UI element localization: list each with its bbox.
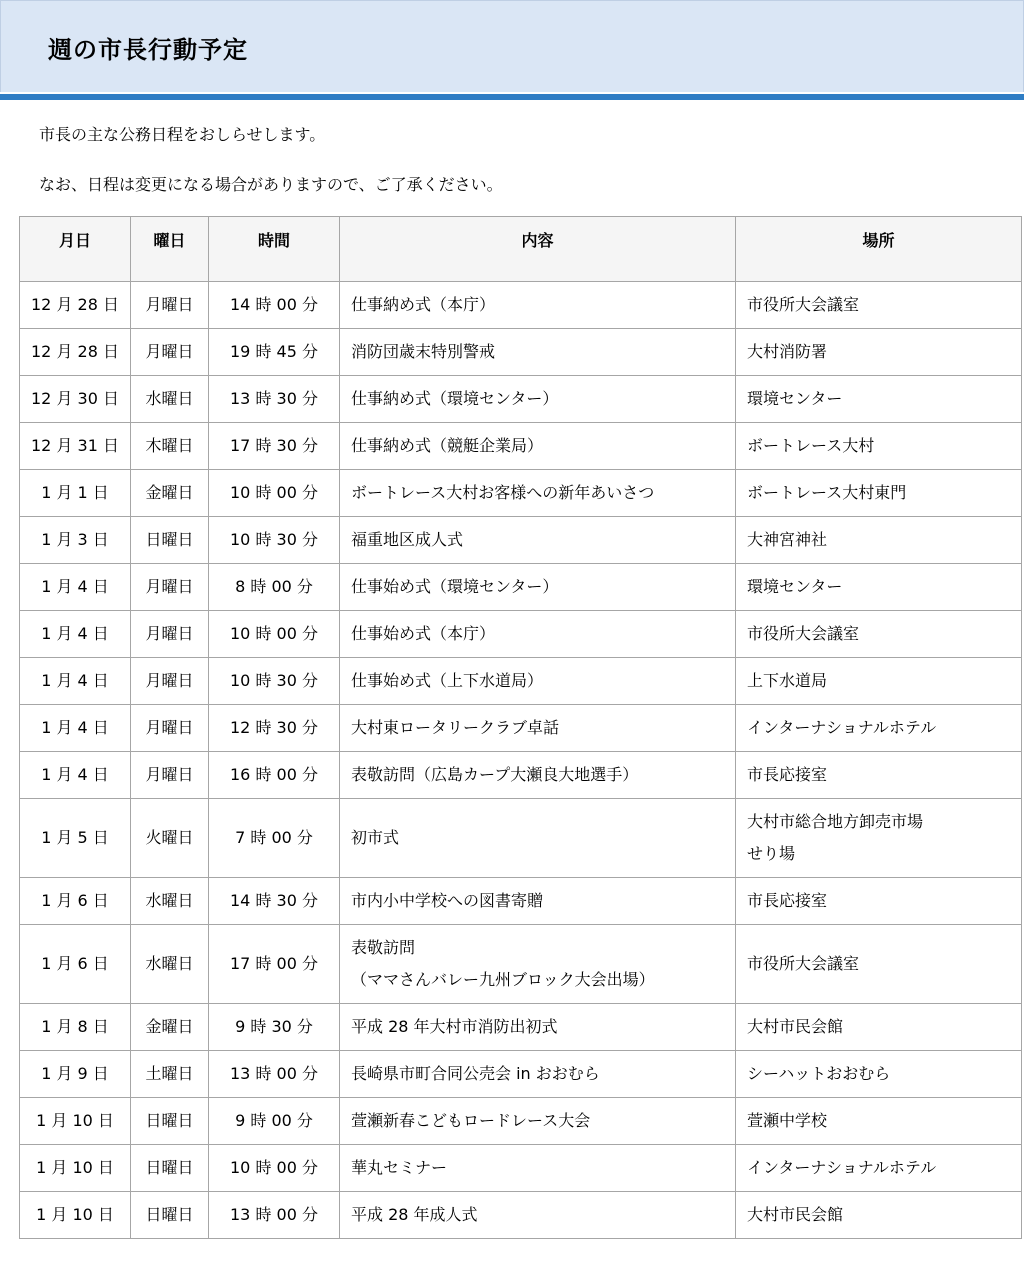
cell-place xyxy=(736,1098,1022,1145)
cell-place xyxy=(736,1004,1022,1051)
cell-date: 12 月 28 日 xyxy=(20,329,131,376)
cell-place-line: 市役所大会議室 xyxy=(747,624,860,643)
cell-place xyxy=(736,282,1022,329)
cell-content-line: 平成 28 年成人式 xyxy=(351,1205,478,1224)
cell-content xyxy=(340,1004,736,1051)
cell-time: 9 時 30 分 xyxy=(209,1004,340,1051)
cell-place-line: 上下水道局 xyxy=(747,671,828,690)
cell-date: 1 月 5 日 xyxy=(20,799,131,878)
cell-content xyxy=(340,376,736,423)
cell-day: 月曜日 xyxy=(131,658,209,705)
cell-date: 1 月 6 日 xyxy=(20,878,131,925)
table-row xyxy=(20,1145,1022,1192)
cell-place-line: シーハットおおむら xyxy=(747,1064,891,1083)
cell-place-line: 環境センター xyxy=(747,577,843,596)
cell-content xyxy=(340,282,736,329)
cell-place-line: 市役所大会議室 xyxy=(747,295,860,314)
cell-place xyxy=(736,564,1022,611)
cell-time: 13 時 00 分 xyxy=(209,1192,340,1239)
cell-place xyxy=(736,878,1022,925)
column-header-place: 場所 xyxy=(736,217,1022,282)
cell-content xyxy=(340,658,736,705)
cell-day: 月曜日 xyxy=(131,705,209,752)
cell-time: 16 時 00 分 xyxy=(209,752,340,799)
cell-content xyxy=(340,517,736,564)
column-header-date: 月日 xyxy=(20,217,131,282)
table-row xyxy=(20,925,1022,1004)
cell-day: 水曜日 xyxy=(131,925,209,1004)
cell-time: 17 時 00 分 xyxy=(209,925,340,1004)
table-row xyxy=(20,878,1022,925)
cell-place-line: インターナショナルホテル xyxy=(747,718,937,737)
cell-date: 12 月 31 日 xyxy=(20,423,131,470)
cell-content xyxy=(340,925,736,1004)
cell-content-line: 消防団歳末特別警戒 xyxy=(351,342,496,361)
cell-date: 1 月 6 日 xyxy=(20,925,131,1004)
cell-content-line: 仕事始め式（本庁） xyxy=(351,624,496,643)
cell-place-line: 環境センター xyxy=(747,389,843,408)
cell-date: 12 月 28 日 xyxy=(20,282,131,329)
cell-time: 10 時 30 分 xyxy=(209,517,340,564)
cell-place-line: 市長応接室 xyxy=(747,891,828,910)
cell-day: 日曜日 xyxy=(131,1145,209,1192)
cell-time: 13 時 00 分 xyxy=(209,1051,340,1098)
cell-time: 10 時 00 分 xyxy=(209,1145,340,1192)
cell-place-line: 大村市総合地方卸売市場 xyxy=(747,812,924,831)
table-row xyxy=(20,564,1022,611)
cell-day: 木曜日 xyxy=(131,423,209,470)
cell-time: 9 時 00 分 xyxy=(209,1098,340,1145)
table-row xyxy=(20,517,1022,564)
column-header-content: 内容 xyxy=(340,217,736,282)
cell-place xyxy=(736,705,1022,752)
cell-time: 19 時 45 分 xyxy=(209,329,340,376)
page-title: 週の市長行動予定 xyxy=(48,36,248,64)
cell-time: 13 時 30 分 xyxy=(209,376,340,423)
table-row xyxy=(20,1051,1022,1098)
cell-content xyxy=(340,1192,736,1239)
cell-content-line: 華丸セミナー xyxy=(351,1158,448,1177)
cell-place xyxy=(736,925,1022,1004)
cell-place-line: ボートレース大村東門 xyxy=(747,483,907,502)
cell-date: 1 月 4 日 xyxy=(20,658,131,705)
cell-place xyxy=(736,470,1022,517)
cell-place xyxy=(736,517,1022,564)
cell-time: 10 時 00 分 xyxy=(209,611,340,658)
cell-content-line: 仕事納め式（競艇企業局） xyxy=(351,436,544,455)
cell-day: 金曜日 xyxy=(131,470,209,517)
cell-place xyxy=(736,1192,1022,1239)
cell-content xyxy=(340,878,736,925)
schedule-table xyxy=(19,216,1022,1239)
cell-content-line: 市内小中学校への図書寄贈 xyxy=(351,891,544,910)
table-row xyxy=(20,1004,1022,1051)
cell-content xyxy=(340,705,736,752)
cell-place xyxy=(736,752,1022,799)
table-header-row xyxy=(20,217,1022,282)
cell-place-line: 大村消防署 xyxy=(747,342,828,361)
column-header-time: 時間 xyxy=(209,217,340,282)
page-header xyxy=(0,0,1024,92)
cell-date: 1 月 9 日 xyxy=(20,1051,131,1098)
cell-date: 1 月 8 日 xyxy=(20,1004,131,1051)
cell-place xyxy=(736,1145,1022,1192)
table-row xyxy=(20,423,1022,470)
cell-place-line: インターナショナルホテル xyxy=(747,1158,937,1177)
table-row xyxy=(20,611,1022,658)
table-row xyxy=(20,752,1022,799)
cell-place xyxy=(736,658,1022,705)
cell-day: 土曜日 xyxy=(131,1051,209,1098)
cell-time: 14 時 30 分 xyxy=(209,878,340,925)
cell-day: 水曜日 xyxy=(131,376,209,423)
cell-content xyxy=(340,329,736,376)
cell-day: 月曜日 xyxy=(131,752,209,799)
cell-time: 8 時 00 分 xyxy=(209,564,340,611)
cell-place-line: 大神宮神社 xyxy=(747,530,828,549)
cell-date: 1 月 4 日 xyxy=(20,705,131,752)
cell-content-line: 長崎県市町合同公売会 in おおむら xyxy=(351,1064,600,1083)
cell-date: 1 月 4 日 xyxy=(20,564,131,611)
cell-content xyxy=(340,423,736,470)
intro-text-2: なお、日程は変更になる場合がありますので、ご了承ください。 xyxy=(39,175,503,194)
cell-place-line: ボートレース大村 xyxy=(747,436,875,455)
cell-day: 火曜日 xyxy=(131,799,209,878)
cell-content-line: 仕事納め式（環境センター） xyxy=(351,389,559,408)
cell-day: 月曜日 xyxy=(131,282,209,329)
header-accent-bar xyxy=(0,94,1024,100)
cell-content-line: 初市式 xyxy=(351,828,400,847)
cell-date: 1 月 4 日 xyxy=(20,752,131,799)
table-row xyxy=(20,799,1022,878)
cell-place xyxy=(736,423,1022,470)
cell-content-line: 仕事始め式（環境センター） xyxy=(351,577,559,596)
cell-place-line: 市役所大会議室 xyxy=(747,954,860,973)
cell-date: 1 月 10 日 xyxy=(20,1192,131,1239)
cell-day: 日曜日 xyxy=(131,1192,209,1239)
cell-content-line: 萱瀬新春こどもロードレース大会 xyxy=(351,1111,591,1130)
schedule-table-body xyxy=(20,282,1022,1239)
cell-day: 日曜日 xyxy=(131,517,209,564)
cell-content xyxy=(340,1145,736,1192)
cell-place xyxy=(736,376,1022,423)
cell-content-line: （ママさんバレー九州ブロック大会出場） xyxy=(351,970,655,989)
cell-day: 月曜日 xyxy=(131,611,209,658)
intro-text-1: 市長の主な公務日程をおしらせします。 xyxy=(39,125,326,144)
cell-content xyxy=(340,752,736,799)
cell-time: 7 時 00 分 xyxy=(209,799,340,878)
cell-content-line: 表敬訪問（広島カープ大瀬良大地選手） xyxy=(351,765,639,784)
cell-day: 月曜日 xyxy=(131,564,209,611)
cell-content xyxy=(340,564,736,611)
cell-place-line: 大村市民会館 xyxy=(747,1017,844,1036)
cell-content-line: 大村東ロータリークラブ卓話 xyxy=(351,718,560,737)
cell-content xyxy=(340,470,736,517)
cell-day: 金曜日 xyxy=(131,1004,209,1051)
table-row xyxy=(20,376,1022,423)
cell-date: 12 月 30 日 xyxy=(20,376,131,423)
cell-place xyxy=(736,329,1022,376)
cell-date: 1 月 3 日 xyxy=(20,517,131,564)
cell-place xyxy=(736,611,1022,658)
cell-date: 1 月 1 日 xyxy=(20,470,131,517)
cell-content-line: 仕事始め式（上下水道局） xyxy=(351,671,544,690)
cell-content xyxy=(340,1051,736,1098)
cell-content xyxy=(340,611,736,658)
cell-place xyxy=(736,1051,1022,1098)
cell-place-line: せり場 xyxy=(747,844,796,863)
cell-day: 月曜日 xyxy=(131,329,209,376)
cell-place xyxy=(736,799,1022,878)
cell-date: 1 月 4 日 xyxy=(20,611,131,658)
table-row xyxy=(20,1192,1022,1239)
column-header-day: 曜日 xyxy=(131,217,209,282)
cell-content xyxy=(340,1098,736,1145)
cell-content-line: 表敬訪問 xyxy=(351,938,416,957)
cell-place-line: 大村市民会館 xyxy=(747,1205,844,1224)
table-row xyxy=(20,329,1022,376)
cell-time: 10 時 00 分 xyxy=(209,470,340,517)
table-row xyxy=(20,1098,1022,1145)
cell-content-line: 福重地区成人式 xyxy=(351,530,464,549)
cell-content-line: 仕事納め式（本庁） xyxy=(351,295,496,314)
table-row xyxy=(20,470,1022,517)
cell-date: 1 月 10 日 xyxy=(20,1098,131,1145)
table-row xyxy=(20,282,1022,329)
cell-time: 14 時 00 分 xyxy=(209,282,340,329)
table-row xyxy=(20,705,1022,752)
cell-time: 12 時 30 分 xyxy=(209,705,340,752)
table-row xyxy=(20,658,1022,705)
cell-time: 17 時 30 分 xyxy=(209,423,340,470)
cell-content xyxy=(340,799,736,878)
cell-content-line: ボートレース大村お客様への新年あいさつ xyxy=(351,483,655,502)
cell-place-line: 市長応接室 xyxy=(747,765,828,784)
cell-content-line: 平成 28 年大村市消防出初式 xyxy=(351,1017,558,1036)
cell-time: 10 時 30 分 xyxy=(209,658,340,705)
cell-day: 水曜日 xyxy=(131,878,209,925)
cell-place-line: 萱瀬中学校 xyxy=(747,1111,828,1130)
cell-day: 日曜日 xyxy=(131,1098,209,1145)
cell-date: 1 月 10 日 xyxy=(20,1145,131,1192)
